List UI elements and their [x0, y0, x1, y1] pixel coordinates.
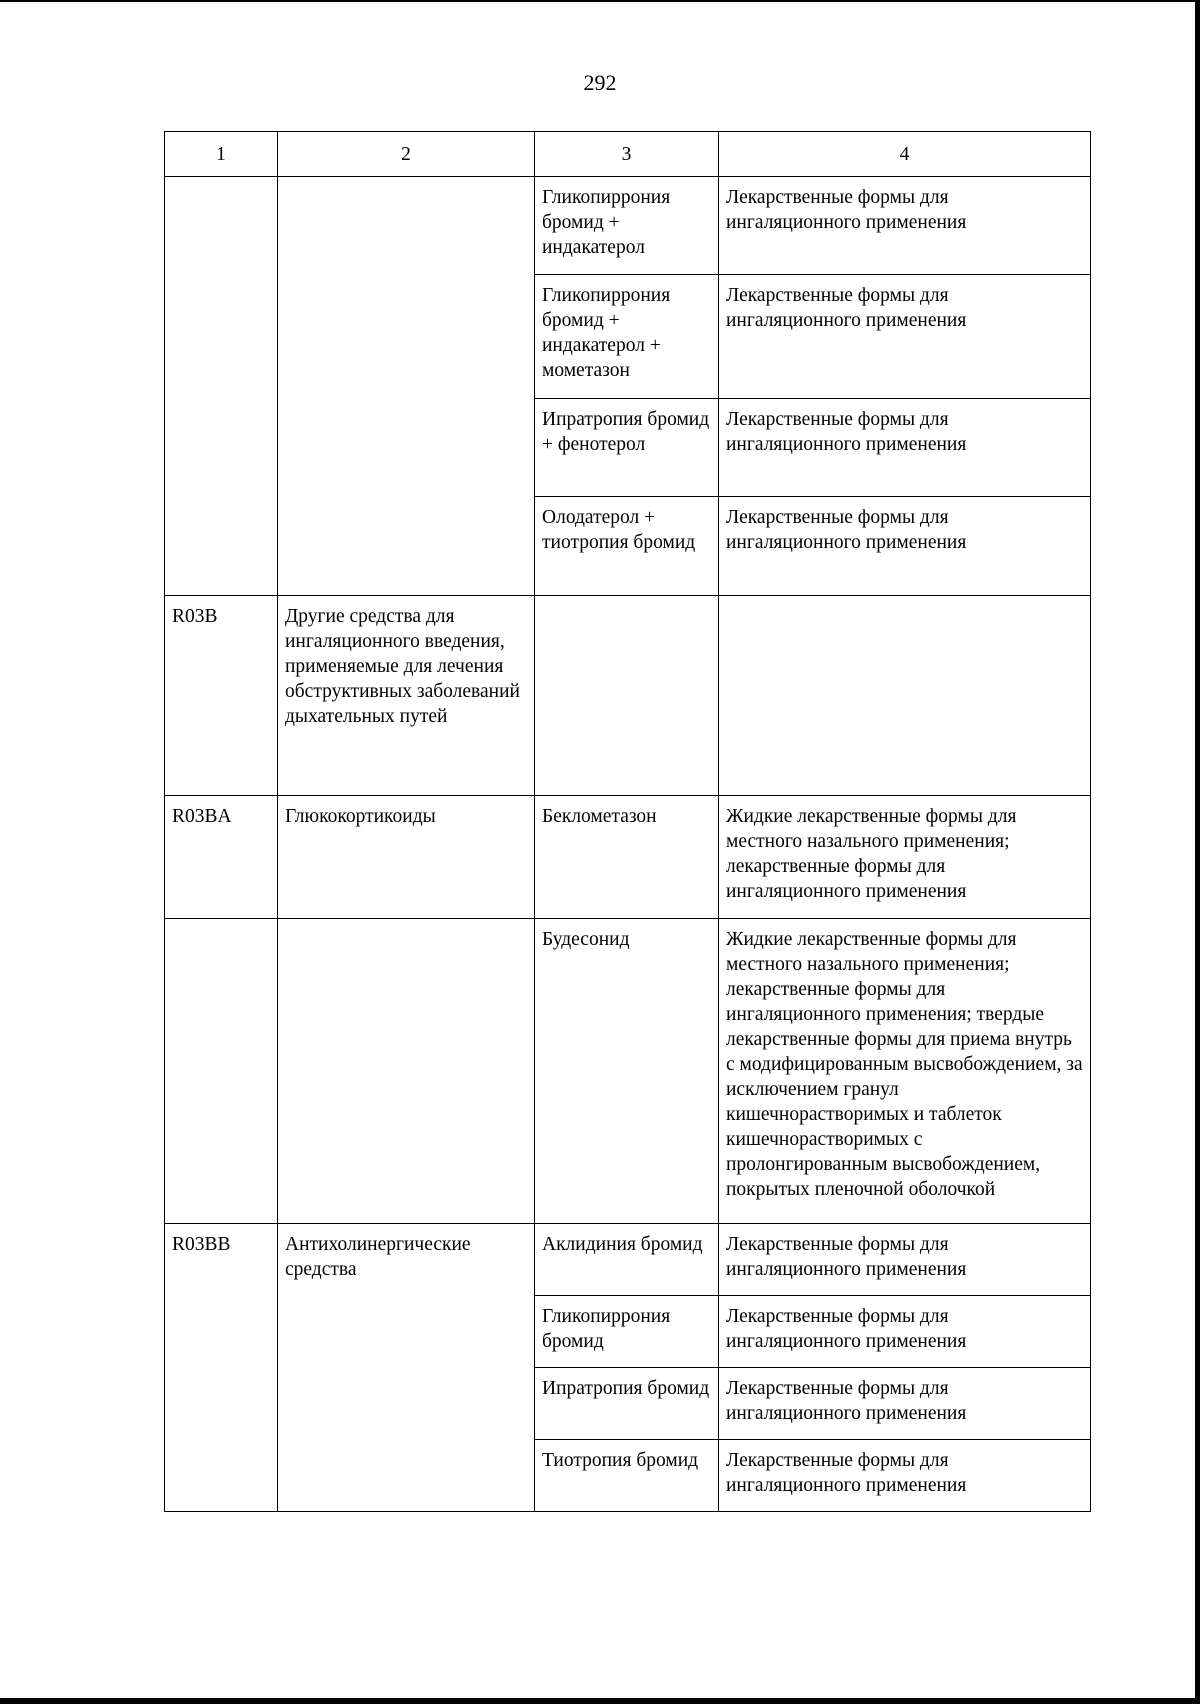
group-cell: Другие средства для ингаляционного введения, применяемые для лечения обструктивных заболеваний дыхательных путей	[278, 596, 535, 796]
group-cell	[278, 919, 535, 1224]
substance-cell: Будесонид	[535, 919, 719, 1224]
table-row	[165, 1440, 1091, 1512]
group-cell	[278, 177, 535, 275]
atc-code-cell	[165, 1296, 278, 1368]
drug-table	[164, 131, 1091, 1512]
column-header: 2	[278, 132, 535, 177]
substance-cell: Гликопиррония бромид + индакатерол + мометазон	[535, 275, 719, 399]
atc-code-cell	[165, 1368, 278, 1440]
substance-cell: Гликопиррония бромид + индакатерол	[535, 177, 719, 275]
group-cell: Антихолинергические средства	[278, 1224, 535, 1296]
table-row	[165, 919, 1091, 1224]
substance-cell: Ипратропия бромид	[535, 1368, 719, 1440]
atc-code-cell: R03BA	[165, 796, 278, 919]
substance-cell	[535, 596, 719, 796]
atc-code-cell	[165, 919, 278, 1224]
forms-cell: Жидкие лекарственные формы для местного назального применения; лекарственные формы для ингаляционного применения	[719, 796, 1091, 919]
table-row	[165, 497, 1091, 596]
page-number: 292	[583, 70, 617, 95]
group-cell	[278, 1368, 535, 1440]
substance-cell: Аклидиния бромид	[535, 1224, 719, 1296]
atc-code-cell	[165, 177, 278, 275]
atc-code-cell	[165, 497, 278, 596]
group-cell	[278, 1296, 535, 1368]
table-row	[165, 1296, 1091, 1368]
substance-cell: Гликопиррония бромид	[535, 1296, 719, 1368]
substance-cell: Олодатерол + тиотропия бромид	[535, 497, 719, 596]
forms-cell: Лекарственные формы для ингаляционного применения	[719, 1296, 1091, 1368]
table-row	[165, 1368, 1091, 1440]
table-row	[165, 796, 1091, 919]
forms-cell: Лекарственные формы для ингаляционного применения	[719, 399, 1091, 497]
scan-edge-bottom	[0, 1698, 1200, 1704]
forms-cell: Жидкие лекарственные формы для местного назального применения; лекарственные формы для ингаляционного применения; твердые лекарственные формы для приема внутрь с модифицированным высвобождением, за исключением гранул кишечнорастворимых и таблеток кишечнорастворимых с пролонгированным высвобождением, покрытых пленочной оболочкой	[719, 919, 1091, 1224]
substance-cell: Тиотропия бромид	[535, 1440, 719, 1512]
atc-code-cell	[165, 1440, 278, 1512]
atc-code-cell	[165, 399, 278, 497]
group-cell	[278, 399, 535, 497]
table-row	[165, 399, 1091, 497]
group-cell: Глюкокортикоиды	[278, 796, 535, 919]
forms-cell: Лекарственные формы для ингаляционного применения	[719, 177, 1091, 275]
forms-cell: Лекарственные формы для ингаляционного применения	[719, 275, 1091, 399]
group-cell	[278, 497, 535, 596]
column-header: 1	[165, 132, 278, 177]
column-header: 4	[719, 132, 1091, 177]
forms-cell: Лекарственные формы для ингаляционного применения	[719, 1224, 1091, 1296]
group-cell	[278, 1440, 535, 1512]
forms-cell: Лекарственные формы для ингаляционного применения	[719, 497, 1091, 596]
substance-cell: Беклометазон	[535, 796, 719, 919]
forms-cell: Лекарственные формы для ингаляционного применения	[719, 1368, 1091, 1440]
header-row	[165, 132, 1091, 177]
table-row	[165, 1224, 1091, 1296]
column-header: 3	[535, 132, 719, 177]
table-row	[165, 275, 1091, 399]
substance-cell: Ипратропия бромид + фенотерол	[535, 399, 719, 497]
table-row	[165, 596, 1091, 796]
scan-edge-top	[0, 0, 1200, 2]
atc-code-cell	[165, 275, 278, 399]
atc-code-cell: R03BB	[165, 1224, 278, 1296]
forms-cell: Лекарственные формы для ингаляционного применения	[719, 1440, 1091, 1512]
table-row	[165, 177, 1091, 275]
forms-cell	[719, 596, 1091, 796]
scan-edge-right	[1195, 0, 1200, 1704]
atc-code-cell: R03B	[165, 596, 278, 796]
group-cell	[278, 275, 535, 399]
